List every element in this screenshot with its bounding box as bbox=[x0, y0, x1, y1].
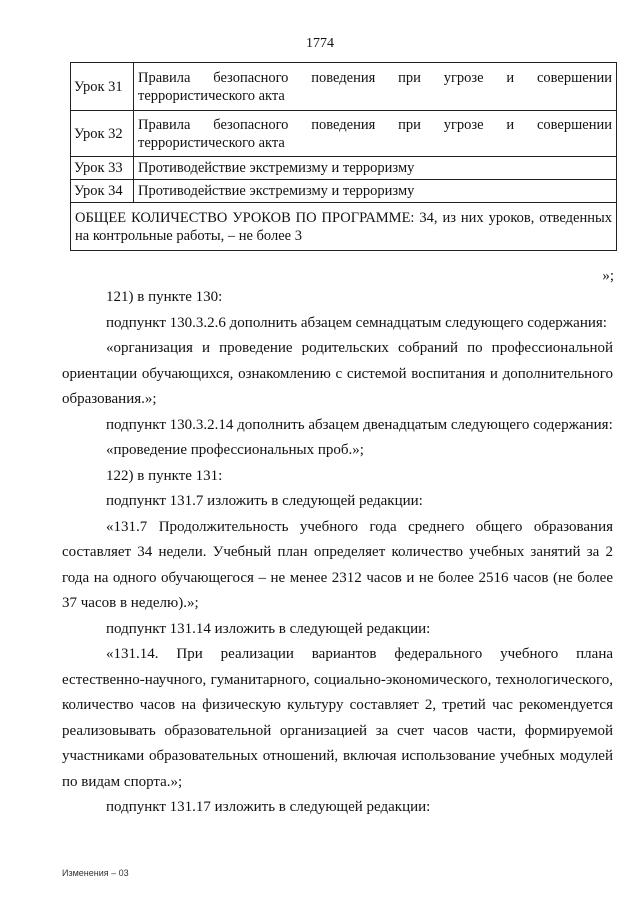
lesson-number: Урок 34 bbox=[71, 180, 134, 203]
lesson-title: Противодействие экстремизму и терроризму bbox=[134, 157, 617, 180]
footer-note: Изменения – 03 bbox=[62, 868, 129, 878]
table-row bbox=[71, 111, 617, 157]
page-number: 1774 bbox=[306, 36, 334, 51]
lesson-number: Урок 33 bbox=[71, 157, 134, 180]
table-row bbox=[71, 63, 617, 111]
lesson-title: Правила безопасного поведения при угрозе и совершении террористического акта bbox=[134, 63, 617, 111]
lessons-table bbox=[70, 62, 617, 251]
table-row bbox=[71, 157, 617, 180]
document-body bbox=[62, 285, 613, 821]
closing-quote: »; bbox=[602, 268, 614, 284]
paragraph: подпункт 130.3.2.6 дополнить абзацем семнадцатым следующего содержания: bbox=[106, 314, 607, 331]
paragraph: подпункт 131.14 изложить в следующей редакции: bbox=[106, 620, 431, 637]
table-total-row bbox=[71, 203, 617, 251]
lesson-title: Правила безопасного поведения при угрозе и совершении террористического акта bbox=[134, 111, 617, 157]
paragraph: подпункт 131.17 изложить в следующей редакции: bbox=[106, 799, 431, 815]
paragraph: подпункт 130.3.2.14 дополнить абзацем двенадцатым следующего содержания: bbox=[106, 416, 613, 433]
lesson-title: Противодействие экстремизму и терроризму bbox=[134, 180, 617, 203]
total-lessons: ОБЩЕЕ КОЛИЧЕСТВО УРОКОВ ПО ПРОГРАММЕ: 34, из них уроков, отведенных на контрольные работы, – не более 3 bbox=[71, 203, 617, 251]
paragraph: 122) в пункте 131: bbox=[106, 467, 223, 484]
table-row bbox=[71, 180, 617, 203]
lesson-number: Урок 32 bbox=[71, 111, 134, 157]
paragraph: «131.7 Продолжительность учебного года среднего общего образования составляет 34 недели. Учебный план определяет количество учебных занятий за 2 года на одного обучающегося – не менее 2312 часов и не более 2516 часов (не более 37 часов в неделю).»; bbox=[62, 518, 613, 611]
paragraph: «131.14. При реализации вариантов федерального учебного плана естественно-научного, гуманитарного, социально-экономического, технологического, количество часов на физическую культуру составляет 2, третий час рекомендуется реализовывать образовательной организацией за счет часов части, формируемой участниками образовательных отношений, включая использование учебных модулей по видам спорта.»; bbox=[62, 646, 613, 790]
paragraph: 121) в пункте 130: bbox=[106, 289, 223, 305]
paragraph: «проведение профессиональных проб.»; bbox=[106, 442, 364, 458]
lesson-number: Урок 31 bbox=[71, 63, 134, 111]
paragraph: «организация и проведение родительских собраний по профессиональной ориентации обучающихся, ознакомлению с системой воспитания и дополнительного образования.»; bbox=[62, 340, 613, 407]
paragraph: подпункт 131.7 изложить в следующей редакции: bbox=[106, 493, 423, 509]
